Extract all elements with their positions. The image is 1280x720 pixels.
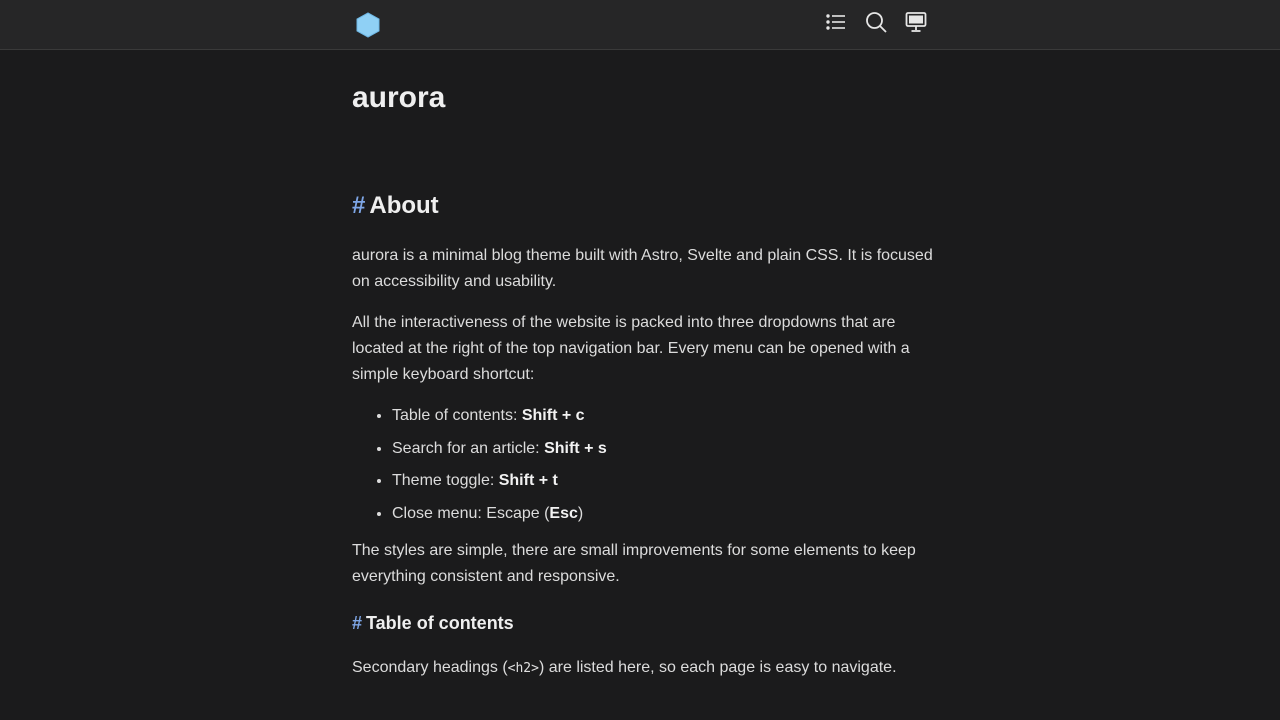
about-paragraph-1: aurora is a minimal blog theme built with Astro, Svelte and plain CSS. It is focused on accessibility and usability. bbox=[352, 247, 933, 290]
page-title: aurora bbox=[352, 81, 446, 114]
about-paragraph-3: The styles are simple, there are small improvements for some elements to keep everything consistent and responsive. bbox=[352, 541, 916, 585]
search-button[interactable] bbox=[864, 13, 888, 37]
top-navigation-bar bbox=[0, 0, 1280, 50]
theme-toggle-button[interactable] bbox=[904, 13, 928, 37]
list-item bbox=[392, 405, 942, 427]
shortcut-label: Close menu: Escape ( bbox=[392, 504, 550, 522]
heading-anchor-link[interactable]: # bbox=[352, 612, 363, 633]
search-icon bbox=[865, 11, 887, 38]
list-item bbox=[392, 470, 942, 492]
list-item bbox=[392, 438, 942, 460]
shortcut-suffix: ) bbox=[577, 504, 584, 522]
table-of-contents-button[interactable] bbox=[824, 13, 848, 37]
inline-code: <h2> bbox=[507, 660, 539, 676]
about-heading bbox=[352, 191, 942, 221]
about-paragraph-2: All the interactiveness of the website is packed into three dropdowns that are located at the right of the top navigation bar. Every menu can be opened with a simple keyboard shortcut: bbox=[352, 314, 910, 383]
shortcut-key: Shift + s bbox=[544, 439, 607, 457]
monitor-icon bbox=[905, 11, 927, 38]
shortcut-label: Search for an article: bbox=[392, 439, 545, 457]
about-heading-text: About bbox=[369, 192, 439, 219]
logo-hexagon-icon[interactable] bbox=[354, 11, 382, 39]
top-navigation-inner bbox=[352, 0, 932, 49]
heading-anchor-link[interactable]: # bbox=[352, 192, 366, 219]
toc-text-after: ) are listed here, so each page is easy to navigate. bbox=[538, 658, 897, 676]
toc-paragraph bbox=[352, 655, 942, 682]
toc-text-before: Secondary headings ( bbox=[352, 658, 508, 676]
shortcut-label: Theme toggle: bbox=[392, 472, 499, 489]
nav-icons bbox=[824, 13, 928, 37]
shortcut-key: Shift + t bbox=[498, 472, 558, 489]
list-icon bbox=[825, 11, 847, 38]
list-item bbox=[392, 503, 942, 525]
shortcut-label: Table of contents: bbox=[392, 407, 522, 424]
toc-heading-text: Table of contents bbox=[366, 612, 514, 633]
main-content bbox=[352, 50, 942, 682]
shortcut-list bbox=[352, 405, 942, 525]
shortcut-key: Esc bbox=[549, 504, 578, 522]
shortcut-key: Shift + c bbox=[521, 407, 585, 424]
toc-heading bbox=[352, 611, 942, 635]
